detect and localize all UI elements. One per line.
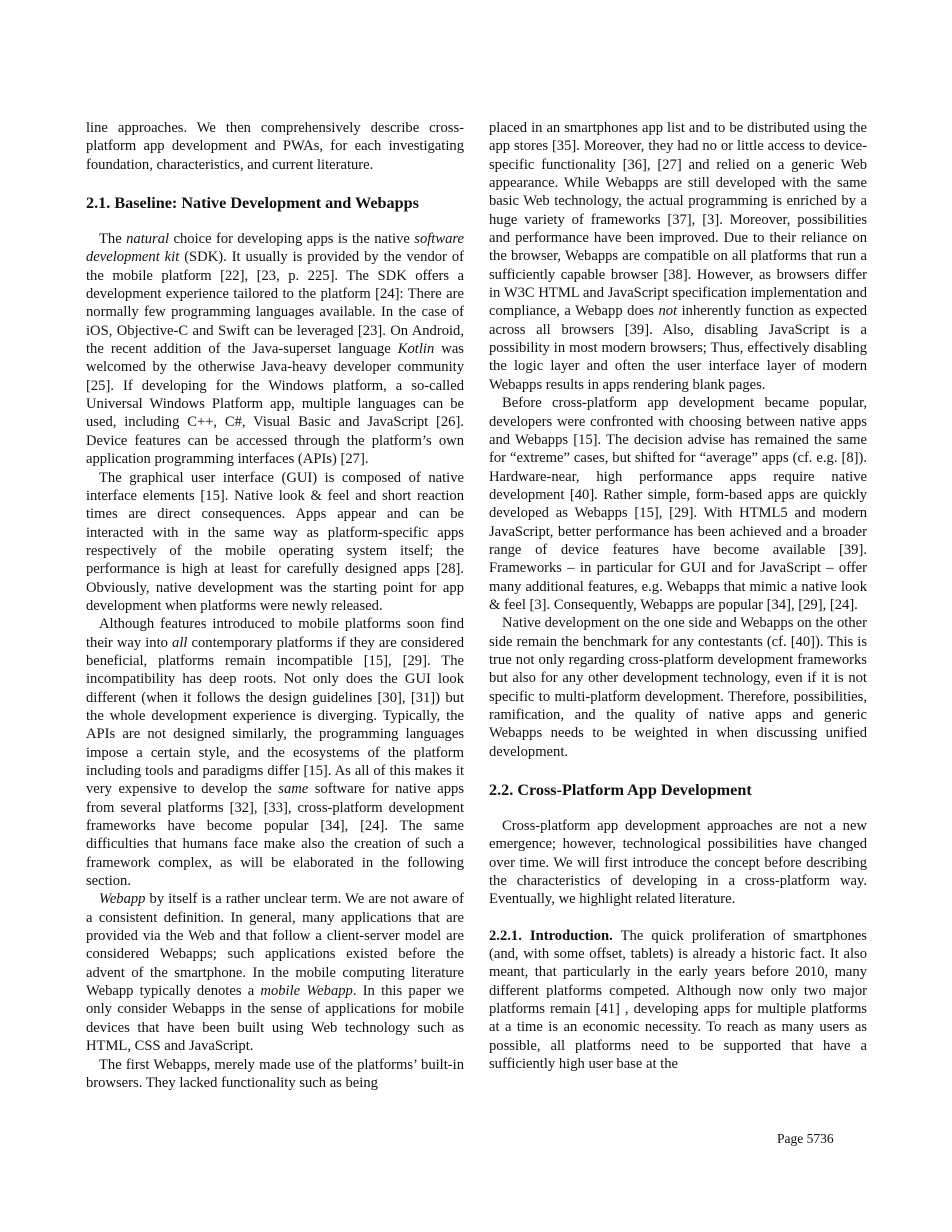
- text-run: The first Webapps, merely made use of the platforms’ built-in browsers. They lacked functionality such as being: [86, 1056, 464, 1091]
- italic-text: Kotlin: [397, 341, 435, 358]
- text-run: by itself is a rather unclear term. We are not aware of a consistent definition. In general, many applications that are provided via the Web and that follow a client-server model are considered Webapps; such applications existed before the advent of the smartphone. In the mobile computing literature Webapp typically denotes a: [86, 891, 464, 1000]
- italic-text: software development kit: [86, 231, 464, 266]
- paragraph: [86, 230, 464, 468]
- text-run: Native development on the one side and Webapps on the other side remain the benchmark for any contestants (cf. [40]). This is true not only regarding cross-platform development frameworks but also for any other development technology, even if it is not specific to multi-platform development. Therefore, possibilities, ramification, and the quality of native apps and generic Webapps needs to be weighted in when discussing unified development.: [489, 615, 867, 760]
- paragraph: [489, 394, 867, 614]
- paragraph: [86, 1056, 464, 1093]
- text-run: Cross-platform app development approaches are not a new emergence; however, technological possibilities have changed over time. We will first introduce the concept before describing the characteristics of developing in a cross-platform way. Eventually, we highlight related literature.: [489, 818, 867, 908]
- right-column: [489, 119, 867, 1074]
- italic-text: same: [278, 781, 309, 798]
- text-run: Before cross-platform app development became popular, developers were confronted with choosing between native apps and Webapps [15]. The decision advise has remained the same for “extreme” cases, but shifted for “average” apps (cf. e.g. [8]). Hardware-near, high performance apps require native development [40]. Rather simple, form-based apps are quickly developed as Webapps [15], [29]. With HTML5 and modern JavaScript, better performance has been achieved and a broader range of device features have become available [39]. Frameworks – in particular for GUI and for JavaScript – offer many additional features, e.g. Webapps that mimic a native look & feel [3]. Consequently, Webapps are popular [34], [29], [24].: [489, 395, 867, 613]
- paragraph: [86, 890, 464, 1055]
- section-heading: 2.1. Baseline: Native Development and Webapps: [86, 194, 419, 213]
- paragraph: [489, 927, 867, 1074]
- text-run: placed in an smartphones app list and to be distributed using the app stores [35]. Moreover, they had no or little access to device-specific functionality [36], [27] and relied on a generic Web appearance. While Webapps are still developed with the same basic Web technology, the actual programming is enriched by a huge variety of frameworks [37], [3]. Moreover, possibilities and performance have been improved. Due to their reliance on the browser, Webapps are compatible on all platforms that run a sufficiently capable browser [38]. However, as browsers differ in W3C HTML and JavaScript specification implementation and compliance, a Webapp does: [489, 120, 867, 320]
- paragraph: [86, 615, 464, 890]
- paragraph: [489, 614, 867, 761]
- text-run: contemporary platforms if they are considered beneficial, platforms remain incompatible [15], [29]. The incompatibility has deep roots. Not only does the GUI look different (when it follows the design guidelines [30], [31]) but the whole development experience is diverging. Typically, the APIs are not designed similarly, the programming languages impose a certain style, and the ecosystems of the platform including tools and paradigms differ [15]. As all of this makes it very expensive to develop the: [86, 634, 464, 798]
- italic-text: natural: [126, 231, 170, 248]
- paragraph: [489, 817, 867, 909]
- text-run: was welcomed by the otherwise Java-heavy developer community [25]. If developing for the Windows platform, a so-called Universal Windows Platform app, multiple languages can be used, including C++, C#, Visual Basic and JavaScript [26]. Device features can be accessed through the platform’s own application programming interfaces (APIs) [27].: [86, 341, 464, 468]
- italic-text: mobile Webapp: [260, 983, 353, 1000]
- text-run: The graphical user interface (GUI) is composed of native interface elements [15]. Native look & feel and short reaction times are direct consequences. Apps appear and can be interacted with in the same way as platform-specific apps respectively of the mobile operating system itself; the performance is high at least for carefully designed apps [28]. Obviously, native development was the starting point for app development when platforms were newly released.: [86, 469, 464, 614]
- left-column: [86, 119, 464, 1092]
- text-run: The quick proliferation of smartphones (and, with some offset, tablets) is already a historic fact. It also meant, that particularly in the early years before 2010, many different platforms competed. Although now only two major platforms remain [41] , developing apps for multiple platforms at a time is an economic necessity. To reach as many users as possible, all platforms need to be supported that have a sufficiently high user base at the: [489, 927, 867, 1073]
- italic-text: not: [658, 303, 678, 320]
- text-run: . In this paper we only consider Webapps in the sense of applications for mobile devices that have been built using Web technology such as HTML, CSS and JavaScript.: [86, 983, 464, 1055]
- italic-text: Webapp: [99, 891, 146, 908]
- text-run: line approaches. We then comprehensively describe cross-platform app development and PWAs, for each investigating foundation, characteristics, and current literature.: [86, 120, 464, 173]
- text-run: choice for developing apps is the native: [169, 231, 415, 248]
- text-run: Although features introduced to mobile platforms soon find their way into: [86, 616, 464, 651]
- paragraph: [86, 119, 464, 174]
- subsection-heading: 2.2.1. Introduction.: [489, 927, 613, 944]
- page-number: Page 5736: [777, 1131, 834, 1146]
- text-run: inherently function as expected across all browsers [39]. Also, disabling JavaScript is a possibility in most modern browsers; Thus, effectively disabling the logic layer and often the user interface layer of modern Webapps results in apps rendering blank pages.: [489, 303, 868, 393]
- paragraph: [86, 469, 464, 616]
- text-run: software for native apps from several platforms [32], [33], cross-platform development frameworks have become popular [34], [24]. The same difficulties that humans face make also the creation of such a framework complex, as will be elaborated in the following section.: [86, 781, 465, 890]
- section-heading: 2.2. Cross-Platform App Development: [489, 781, 752, 800]
- text-run: The: [99, 231, 127, 248]
- text-run: (SDK). It usually is provided by the vendor of the mobile platform [22], [23, p. 225]. The SDK offers a development experience tailored to the platform [24]: There are normally few programming languages available. In the case of iOS, Objective-C and Swift can be leveraged [23]. On Android, the recent addition of the Java-superset language: [86, 249, 464, 358]
- paragraph: [489, 119, 867, 394]
- italic-text: all: [172, 634, 188, 651]
